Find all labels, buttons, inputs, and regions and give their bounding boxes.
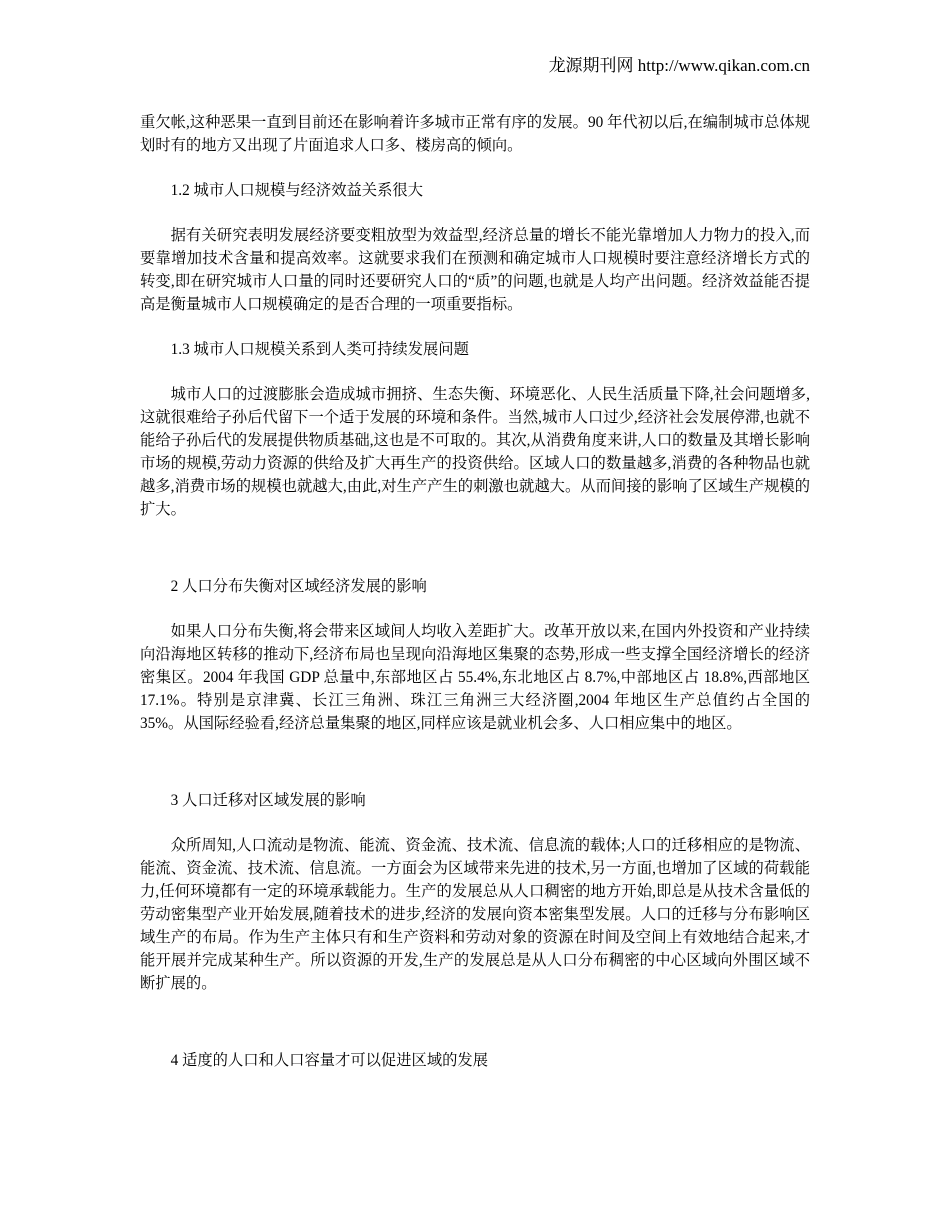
site-header-text: 龙源期刊网 http://www.qikan.com.cn	[548, 56, 810, 75]
section-heading-1-3: 1.3 城市人口规模关系到人类可持续发展问题	[170, 341, 469, 358]
paragraph-continuation: 重欠帐,这种恶果一直到目前还在影响着许多城市正常有序的发展。90 年代初以后,在编制城市总体规划时有的地方又出现了片面追求人口多、楼房高的倾向。	[140, 114, 810, 154]
paragraph-1-2: 据有关研究表明发展经济要变粗放型为效益型,经济总量的增长不能光靠增加人力物力的投入,而要靠增加技术含量和提高效率。这就要求我们在预测和确定城市人口规模时要注意经济增长方式的转变,即在研究城市人口量的同时还要研究人口的“质”的问题,也就是人均产出问题。经济效益能否提高是衡量城市人口规模确定的是否合理的一项重要指标。	[140, 227, 810, 313]
paragraph-2: 如果人口分布失衡,将会带来区域间人均收入差距扩大。改革开放以来,在国内外投资和产业持续向沿海地区转移的推动下,经济布局也呈现向沿海地区集聚的态势,形成一些支撑全国经济增长的经济密集区。2004 年我国 GDP 总量中,东部地区占 55.4%,东北地区占 8.7%,中部地区占 18.8%,西部地区 17.1%。特别是京津冀、长江三角洲、珠江三角洲三大经济圈,2004 年地区生产总值约占全国的 35%。从国际经验看,经济总量集聚的地区,同样应该是就业机会多、人口相应集中的地区。	[140, 623, 810, 732]
section-heading-4: 4 适度的人口和人口容量才可以促进区域的发展	[170, 1052, 489, 1069]
section-heading-1-2: 1.2 城市人口规模与经济效益关系很大	[170, 182, 423, 199]
section-heading-3: 3 人口迁移对区域发展的影响	[170, 792, 366, 809]
page-header	[549, 55, 810, 77]
paragraph-3: 众所周知,人口流动是物流、能流、资金流、技术流、信息流的载体;人口的迁移相应的是物流、能流、资金流、技术流、信息流。一方面会为区域带来先进的技术,另一方面,也增加了区域的荷载能力,任何环境都有一定的环境承载能力。生产的发展总从人口稠密的地方开始,即总是从技术含量低的劳动密集型产业开始发展,随着技术的进步,经济的发展向资本密集型发展。人口的迁移与分布影响区域生产的布局。作为生产主体只有和生产资料和劳动对象的资源在时间及空间上有效地结合起来,才能开展并完成某种生产。所以资源的开发,生产的发展总是从人口分布稠密的中心区域向外围区域不断扩展的。	[140, 837, 810, 992]
paragraph-1-3: 城市人口的过渡膨胀会造成城市拥挤、生态失衡、环境恶化、人民生活质量下降,社会问题增多,这就很难给子孙后代留下一个适于发展的环境和条件。当然,城市人口过少,经济社会发展停滞,也就不能给子孙后代的发展提供物质基础,这也是不可取的。其次,从消费角度来讲,人口的数量及其增长影响市场的规模,劳动力资源的供给及扩大再生产的投资供给。区域人口的数量越多,消费的各种物品也就越多,消费市场的规模也就越大,由此,对生产产生的刺激也就越大。从而间接的影响了区域生产规模的扩大。	[140, 386, 810, 518]
section-heading-2: 2 人口分布失衡对区域经济发展的影响	[170, 578, 427, 595]
article-body	[140, 111, 810, 1072]
